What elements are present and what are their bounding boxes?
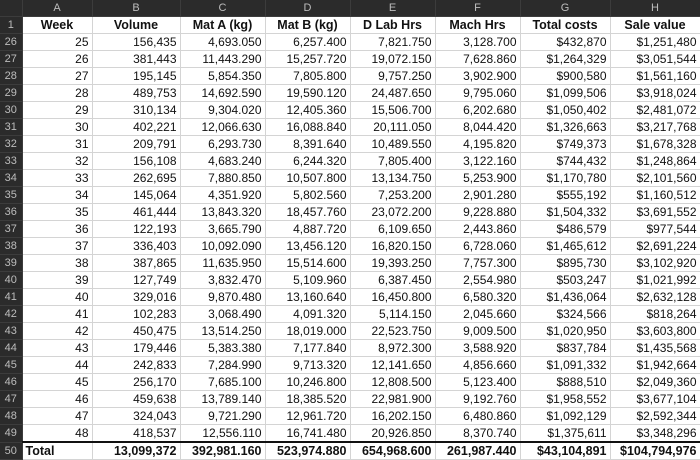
data-cell[interactable]: 30: [22, 119, 92, 136]
data-cell[interactable]: 156,435: [92, 34, 180, 51]
data-cell[interactable]: 13,514.250: [180, 323, 265, 340]
data-cell[interactable]: 4,887.720: [265, 221, 350, 238]
data-cell[interactable]: $3,348,296: [610, 425, 700, 443]
data-cell[interactable]: 7,253.200: [350, 187, 435, 204]
data-cell[interactable]: 19,590.120: [265, 85, 350, 102]
data-cell[interactable]: 16,741.480: [265, 425, 350, 443]
data-cell[interactable]: 9,192.760: [435, 391, 520, 408]
data-cell[interactable]: $977,544: [610, 221, 700, 238]
data-cell[interactable]: 43: [22, 340, 92, 357]
data-cell[interactable]: $3,051,544: [610, 51, 700, 68]
data-cell[interactable]: 2,045.660: [435, 306, 520, 323]
total-label[interactable]: Total: [22, 442, 92, 460]
data-cell[interactable]: 7,805.400: [350, 153, 435, 170]
data-cell[interactable]: $1,465,612: [520, 238, 610, 255]
row-header[interactable]: 49: [0, 425, 22, 443]
table-row: [0, 68, 700, 85]
row-header[interactable]: 40: [0, 272, 22, 289]
header-cell[interactable]: Total costs: [520, 17, 610, 34]
data-cell[interactable]: $1,561,160: [610, 68, 700, 85]
data-cell[interactable]: 20,926.850: [350, 425, 435, 443]
data-cell[interactable]: 5,802.560: [265, 187, 350, 204]
data-cell[interactable]: 11,443.290: [180, 51, 265, 68]
row-header[interactable]: 33: [0, 153, 22, 170]
data-cell[interactable]: $2,691,224: [610, 238, 700, 255]
data-cell[interactable]: 179,446: [92, 340, 180, 357]
data-cell[interactable]: $744,432: [520, 153, 610, 170]
data-cell[interactable]: 156,108: [92, 153, 180, 170]
data-cell[interactable]: 34: [22, 187, 92, 204]
data-cell[interactable]: $1,251,480: [610, 34, 700, 51]
data-cell[interactable]: 6,244.320: [265, 153, 350, 170]
data-cell[interactable]: 9,228.880: [435, 204, 520, 221]
data-cell[interactable]: 3,128.700: [435, 34, 520, 51]
data-cell[interactable]: 10,092.090: [180, 238, 265, 255]
data-cell[interactable]: 45: [22, 374, 92, 391]
data-cell[interactable]: $749,373: [520, 136, 610, 153]
data-cell[interactable]: 9,870.480: [180, 289, 265, 306]
table-row: [0, 306, 700, 323]
column-header-d[interactable]: D: [265, 0, 350, 17]
row-header[interactable]: 41: [0, 289, 22, 306]
data-cell[interactable]: 7,284.990: [180, 357, 265, 374]
column-header-b[interactable]: B: [92, 0, 180, 17]
data-cell[interactable]: 11,635.950: [180, 255, 265, 272]
data-cell[interactable]: 22,523.750: [350, 323, 435, 340]
data-cell[interactable]: 13,160.640: [265, 289, 350, 306]
select-all-corner[interactable]: [0, 0, 22, 17]
data-cell[interactable]: 33: [22, 170, 92, 187]
data-cell[interactable]: 195,145: [92, 68, 180, 85]
table-row: [0, 340, 700, 357]
data-cell[interactable]: $1,160,512: [610, 187, 700, 204]
header-cell[interactable]: Sale value: [610, 17, 700, 34]
data-cell[interactable]: 5,123.400: [435, 374, 520, 391]
data-cell[interactable]: $555,192: [520, 187, 610, 204]
data-cell[interactable]: 13,456.120: [265, 238, 350, 255]
data-cell[interactable]: 15,257.720: [265, 51, 350, 68]
data-cell[interactable]: 18,019.000: [265, 323, 350, 340]
data-cell[interactable]: 36: [22, 221, 92, 238]
row-header[interactable]: 38: [0, 238, 22, 255]
header-cell[interactable]: Week: [22, 17, 92, 34]
data-cell[interactable]: $3,603,800: [610, 323, 700, 340]
data-cell[interactable]: 4,195.820: [435, 136, 520, 153]
column-header-e[interactable]: E: [350, 0, 435, 17]
data-cell[interactable]: 2,901.280: [435, 187, 520, 204]
data-cell[interactable]: 23,072.200: [350, 204, 435, 221]
row-header[interactable]: 46: [0, 374, 22, 391]
data-cell[interactable]: 9,009.500: [435, 323, 520, 340]
data-cell[interactable]: 14,692.590: [180, 85, 265, 102]
data-cell[interactable]: $1,958,552: [520, 391, 610, 408]
data-cell[interactable]: 41: [22, 306, 92, 323]
data-cell[interactable]: 46: [22, 391, 92, 408]
data-cell[interactable]: 44: [22, 357, 92, 374]
table-row: [0, 374, 700, 391]
data-cell[interactable]: 402,221: [92, 119, 180, 136]
header-cell[interactable]: Mat A (kg): [180, 17, 265, 34]
data-cell[interactable]: 8,972.300: [350, 340, 435, 357]
data-cell[interactable]: 16,820.150: [350, 238, 435, 255]
data-cell[interactable]: 145,064: [92, 187, 180, 204]
data-cell[interactable]: 4,856.660: [435, 357, 520, 374]
data-cell[interactable]: 13,843.320: [180, 204, 265, 221]
data-cell[interactable]: 5,854.350: [180, 68, 265, 85]
data-cell[interactable]: $1,264,329: [520, 51, 610, 68]
data-cell[interactable]: $900,580: [520, 68, 610, 85]
data-cell[interactable]: 262,695: [92, 170, 180, 187]
data-cell[interactable]: $432,870: [520, 34, 610, 51]
data-cell[interactable]: $1,436,064: [520, 289, 610, 306]
row-header[interactable]: 34: [0, 170, 22, 187]
data-cell[interactable]: 8,391.640: [265, 136, 350, 153]
table-row: [0, 391, 700, 408]
row-header[interactable]: 32: [0, 136, 22, 153]
data-cell[interactable]: 22,981.900: [350, 391, 435, 408]
table-row: [0, 323, 700, 340]
data-cell[interactable]: 450,475: [92, 323, 180, 340]
data-cell[interactable]: $2,101,560: [610, 170, 700, 187]
row-header[interactable]: 26: [0, 34, 22, 51]
data-cell[interactable]: 12,961.720: [265, 408, 350, 425]
total-cell[interactable]: 654,968.600: [350, 442, 435, 460]
data-cell[interactable]: $895,730: [520, 255, 610, 272]
data-cell[interactable]: 12,405.360: [265, 102, 350, 119]
data-cell[interactable]: 38: [22, 255, 92, 272]
data-cell[interactable]: $3,918,024: [610, 85, 700, 102]
table-row: [0, 136, 700, 153]
data-cell[interactable]: 4,683.240: [180, 153, 265, 170]
row-header[interactable]: 27: [0, 51, 22, 68]
data-cell[interactable]: 10,489.550: [350, 136, 435, 153]
data-cell[interactable]: 8,044.420: [435, 119, 520, 136]
data-cell[interactable]: $1,504,332: [520, 204, 610, 221]
data-cell[interactable]: 48: [22, 425, 92, 443]
data-cell[interactable]: 7,177.840: [265, 340, 350, 357]
data-cell[interactable]: 9,713.320: [265, 357, 350, 374]
total-cell[interactable]: 261,987.440: [435, 442, 520, 460]
data-cell[interactable]: 13,789.140: [180, 391, 265, 408]
row-header[interactable]: 36: [0, 204, 22, 221]
table-row: [0, 85, 700, 102]
row-header[interactable]: 28: [0, 68, 22, 85]
total-cell[interactable]: $43,104,891: [520, 442, 610, 460]
data-cell[interactable]: $324,566: [520, 306, 610, 323]
data-cell[interactable]: 39: [22, 272, 92, 289]
data-cell[interactable]: $1,020,950: [520, 323, 610, 340]
row-header[interactable]: 1: [0, 17, 22, 34]
data-cell[interactable]: 12,556.110: [180, 425, 265, 443]
data-cell[interactable]: $2,049,360: [610, 374, 700, 391]
data-cell[interactable]: 12,066.630: [180, 119, 265, 136]
data-cell[interactable]: 10,246.800: [265, 374, 350, 391]
data-cell[interactable]: 19,393.250: [350, 255, 435, 272]
table-row: [0, 187, 700, 204]
table-header-row: [0, 17, 700, 34]
data-cell[interactable]: 489,753: [92, 85, 180, 102]
data-cell[interactable]: 16,450.800: [350, 289, 435, 306]
data-cell[interactable]: $1,678,328: [610, 136, 700, 153]
row-header[interactable]: 50: [0, 442, 22, 460]
row-header[interactable]: 45: [0, 357, 22, 374]
total-cell[interactable]: 392,981.160: [180, 442, 265, 460]
header-cell[interactable]: Mat B (kg): [265, 17, 350, 34]
table-row: [0, 255, 700, 272]
table-row: [0, 119, 700, 136]
total-cell[interactable]: 523,974.880: [265, 442, 350, 460]
table-row: [0, 34, 700, 51]
data-cell[interactable]: 7,880.850: [180, 170, 265, 187]
row-header[interactable]: 47: [0, 391, 22, 408]
data-cell[interactable]: 16,088.840: [265, 119, 350, 136]
table-row: [0, 221, 700, 238]
data-cell[interactable]: 4,693.050: [180, 34, 265, 51]
data-cell[interactable]: 418,537: [92, 425, 180, 443]
data-cell[interactable]: 2,443.860: [435, 221, 520, 238]
data-cell[interactable]: 19,072.150: [350, 51, 435, 68]
data-cell[interactable]: 26: [22, 51, 92, 68]
data-cell[interactable]: 4,091.320: [265, 306, 350, 323]
data-cell[interactable]: $3,217,768: [610, 119, 700, 136]
data-cell[interactable]: 7,628.860: [435, 51, 520, 68]
data-cell[interactable]: 6,728.060: [435, 238, 520, 255]
row-header[interactable]: 39: [0, 255, 22, 272]
data-cell[interactable]: 242,833: [92, 357, 180, 374]
data-cell[interactable]: 9,721.290: [180, 408, 265, 425]
data-cell[interactable]: 6,257.400: [265, 34, 350, 51]
row-header[interactable]: 31: [0, 119, 22, 136]
data-cell[interactable]: 6,580.320: [435, 289, 520, 306]
data-cell[interactable]: 12,141.650: [350, 357, 435, 374]
data-cell[interactable]: $2,592,344: [610, 408, 700, 425]
data-cell[interactable]: 3,122.160: [435, 153, 520, 170]
data-cell[interactable]: 459,638: [92, 391, 180, 408]
data-cell[interactable]: 18,457.760: [265, 204, 350, 221]
data-cell[interactable]: $1,099,506: [520, 85, 610, 102]
data-cell[interactable]: 5,109.960: [265, 272, 350, 289]
total-row: [0, 442, 700, 460]
table-row: [0, 170, 700, 187]
data-cell[interactable]: 3,588.920: [435, 340, 520, 357]
data-cell[interactable]: $1,248,864: [610, 153, 700, 170]
row-header[interactable]: 44: [0, 340, 22, 357]
data-cell[interactable]: $2,481,072: [610, 102, 700, 119]
data-cell[interactable]: 6,109.650: [350, 221, 435, 238]
data-cell[interactable]: 8,370.740: [435, 425, 520, 443]
data-cell[interactable]: 32: [22, 153, 92, 170]
column-header-g[interactable]: G: [520, 0, 610, 17]
data-cell[interactable]: $1,435,568: [610, 340, 700, 357]
data-cell[interactable]: 7,821.750: [350, 34, 435, 51]
table-row: [0, 289, 700, 306]
data-cell[interactable]: 9,795.060: [435, 85, 520, 102]
row-header[interactable]: 43: [0, 323, 22, 340]
data-cell[interactable]: 16,202.150: [350, 408, 435, 425]
data-cell[interactable]: 27: [22, 68, 92, 85]
data-cell[interactable]: 6,202.680: [435, 102, 520, 119]
data-cell[interactable]: 324,043: [92, 408, 180, 425]
data-cell[interactable]: $503,247: [520, 272, 610, 289]
data-cell[interactable]: 37: [22, 238, 92, 255]
table-row: [0, 51, 700, 68]
header-cell[interactable]: D Lab Hrs: [350, 17, 435, 34]
data-cell[interactable]: 310,134: [92, 102, 180, 119]
data-cell[interactable]: $486,579: [520, 221, 610, 238]
data-cell[interactable]: 5,383.380: [180, 340, 265, 357]
data-cell[interactable]: 28: [22, 85, 92, 102]
data-cell[interactable]: $1,050,402: [520, 102, 610, 119]
table-row: [0, 408, 700, 425]
data-cell[interactable]: 209,791: [92, 136, 180, 153]
data-cell[interactable]: 5,253.900: [435, 170, 520, 187]
data-cell[interactable]: 122,193: [92, 221, 180, 238]
column-header-f[interactable]: F: [435, 0, 520, 17]
row-header[interactable]: 37: [0, 221, 22, 238]
data-cell[interactable]: 24,487.650: [350, 85, 435, 102]
data-cell[interactable]: $837,784: [520, 340, 610, 357]
data-cell[interactable]: $1,092,129: [520, 408, 610, 425]
row-header[interactable]: 48: [0, 408, 22, 425]
column-header-row: [0, 0, 700, 17]
data-cell[interactable]: 29: [22, 102, 92, 119]
data-cell[interactable]: 9,304.020: [180, 102, 265, 119]
data-cell[interactable]: 15,514.600: [265, 255, 350, 272]
data-cell[interactable]: $1,326,663: [520, 119, 610, 136]
data-cell[interactable]: 461,444: [92, 204, 180, 221]
data-cell[interactable]: 3,665.790: [180, 221, 265, 238]
data-cell[interactable]: 6,387.450: [350, 272, 435, 289]
data-cell[interactable]: 5,114.150: [350, 306, 435, 323]
data-cell[interactable]: 42: [22, 323, 92, 340]
data-cell[interactable]: 381,443: [92, 51, 180, 68]
row-header[interactable]: 29: [0, 85, 22, 102]
data-cell[interactable]: $3,691,552: [610, 204, 700, 221]
data-cell[interactable]: 3,832.470: [180, 272, 265, 289]
data-cell[interactable]: 13,134.750: [350, 170, 435, 187]
data-cell[interactable]: 12,808.500: [350, 374, 435, 391]
data-cell[interactable]: 3,902.900: [435, 68, 520, 85]
data-cell[interactable]: $3,677,104: [610, 391, 700, 408]
table-row: [0, 357, 700, 374]
data-cell[interactable]: 336,403: [92, 238, 180, 255]
data-cell[interactable]: $2,632,128: [610, 289, 700, 306]
data-cell[interactable]: $3,102,920: [610, 255, 700, 272]
data-cell[interactable]: $1,942,664: [610, 357, 700, 374]
column-header-c[interactable]: C: [180, 0, 265, 17]
total-cell[interactable]: 13,099,372: [92, 442, 180, 460]
data-cell[interactable]: 31: [22, 136, 92, 153]
data-cell[interactable]: $1,375,611: [520, 425, 610, 443]
table-row: [0, 204, 700, 221]
row-header[interactable]: 35: [0, 187, 22, 204]
row-header[interactable]: 42: [0, 306, 22, 323]
total-cell[interactable]: $104,794,976: [610, 442, 700, 460]
data-cell[interactable]: 6,293.730: [180, 136, 265, 153]
data-cell[interactable]: 15,506.700: [350, 102, 435, 119]
data-cell[interactable]: 35: [22, 204, 92, 221]
data-cell[interactable]: $1,021,992: [610, 272, 700, 289]
data-cell[interactable]: 387,865: [92, 255, 180, 272]
data-cell[interactable]: 6,480.860: [435, 408, 520, 425]
data-cell[interactable]: 7,805.800: [265, 68, 350, 85]
table-row: [0, 102, 700, 119]
data-cell[interactable]: 2,554.980: [435, 272, 520, 289]
data-cell[interactable]: $1,091,332: [520, 357, 610, 374]
column-header-h[interactable]: H: [610, 0, 700, 17]
data-cell[interactable]: 18,385.520: [265, 391, 350, 408]
data-cell[interactable]: 329,016: [92, 289, 180, 306]
table-row: [0, 153, 700, 170]
data-cell[interactable]: 4,351.920: [180, 187, 265, 204]
data-cell[interactable]: 127,749: [92, 272, 180, 289]
data-cell[interactable]: $818,264: [610, 306, 700, 323]
header-cell[interactable]: Mach Hrs: [435, 17, 520, 34]
column-header-a[interactable]: A: [22, 0, 92, 17]
data-cell[interactable]: 256,170: [92, 374, 180, 391]
data-cell[interactable]: 40: [22, 289, 92, 306]
data-cell[interactable]: 25: [22, 34, 92, 51]
table-row: [0, 272, 700, 289]
data-cell[interactable]: 9,757.250: [350, 68, 435, 85]
data-cell[interactable]: $1,170,780: [520, 170, 610, 187]
data-cell[interactable]: 47: [22, 408, 92, 425]
data-cell[interactable]: $888,510: [520, 374, 610, 391]
data-cell[interactable]: 10,507.800: [265, 170, 350, 187]
data-cell[interactable]: 7,757.300: [435, 255, 520, 272]
table-row: [0, 425, 700, 443]
data-cell[interactable]: 102,283: [92, 306, 180, 323]
data-cell[interactable]: 20,111.050: [350, 119, 435, 136]
row-header[interactable]: 30: [0, 102, 22, 119]
data-cell[interactable]: 7,685.100: [180, 374, 265, 391]
table-row: [0, 238, 700, 255]
header-cell[interactable]: Volume: [92, 17, 180, 34]
data-cell[interactable]: 3,068.490: [180, 306, 265, 323]
